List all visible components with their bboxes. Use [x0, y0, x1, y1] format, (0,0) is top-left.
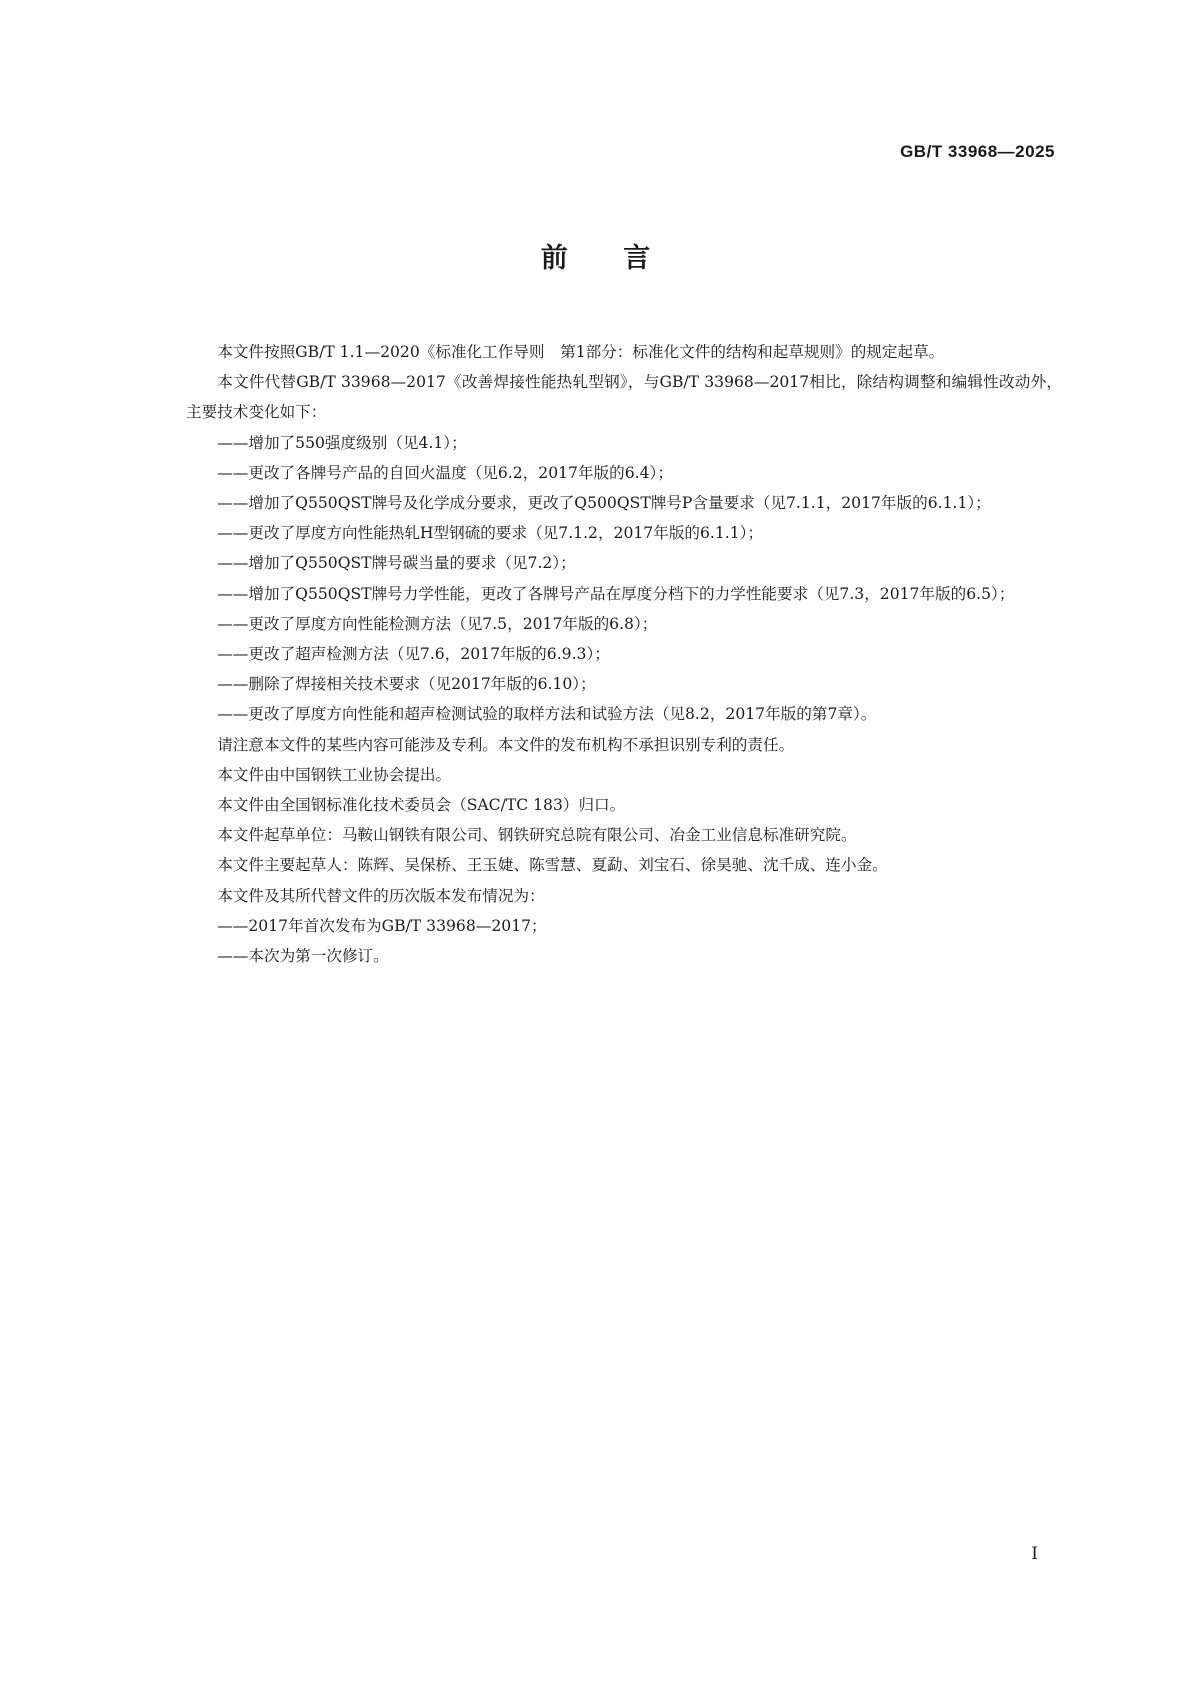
- paragraph: 本文件主要起草人：陈辉、吴保桥、王玉婕、陈雪慧、夏勐、刘宝石、徐昊驰、沈千成、连小金。: [217, 856, 888, 875]
- page-number: I: [1031, 1544, 1038, 1564]
- list-item: ——更改了厚度方向性能热轧H型钢硫的要求（见7.1.2，2017年版的6.1.1）；: [217, 524, 764, 543]
- paragraph: 本文件及其所代替文件的历次版本发布情况为：: [217, 886, 545, 905]
- list-item: ——更改了厚度方向性能和超声检测试验的取样方法和试验方法（见8.2，2017年版的第7章）。: [217, 705, 877, 724]
- list-item: ——增加了Q550QST牌号碳当量的要求（见7.2）；: [217, 554, 576, 573]
- paragraph: 请注意本文件的某些内容可能涉及专利。本文件的发布机构不承担识别专利的责任。: [217, 735, 795, 754]
- list-item: ——本次为第一次修订。: [217, 947, 389, 966]
- paragraph: 本文件代替GB/T 33968—2017《改善焊接性能热轧型钢》，与GB/T 33968—2017相比，除结构调整和编辑性改动外，主要技术变化如下：: [186, 373, 1062, 422]
- paragraph: 本文件起草单位：马鞍山钢铁有限公司、钢铁研究总院有限公司、冶金工业信息标准研究院。: [217, 826, 857, 845]
- page-title: 前 言: [540, 243, 651, 274]
- document-body: [186, 337, 1062, 971]
- list-item: ——增加了Q550QST牌号力学性能，更改了各牌号产品在厚度分档下的力学性能要求（见7.3，2017年版的6.5）；: [217, 584, 1015, 603]
- list-item: ——更改了厚度方向性能检测方法（见7.5，2017年版的6.8）；: [217, 614, 658, 633]
- paragraph: 本文件由全国钢标准化技术委员会（SAC/TC 183）归口。: [217, 796, 626, 815]
- paragraph: 本文件由中国钢铁工业协会提出。: [217, 765, 452, 784]
- list-item: ——删除了焊接相关技术要求（见2017年版的6.10）；: [217, 675, 596, 694]
- list-item: ——更改了超声检测方法（见7.6，2017年版的6.9.3）；: [217, 645, 610, 664]
- standard-number: GB/T 33968—2025: [900, 142, 1055, 161]
- list-item: ——增加了Q550QST牌号及化学成分要求，更改了Q500QST牌号P含量要求（见7.1.1，2017年版的6.1.1）；: [217, 494, 991, 513]
- paragraph: 本文件按照GB/T 1.1—2020《标准化工作导则 第1部分：标准化文件的结构和起草规则》的规定起草。: [217, 343, 945, 361]
- list-item: ——2017年首次发布为GB/T 33968—2017；: [217, 916, 547, 935]
- list-item: ——增加了550强度级别（见4.1）；: [217, 433, 467, 452]
- list-item: ——更改了各牌号产品的自回火温度（见6.2，2017年版的6.4）；: [217, 463, 673, 482]
